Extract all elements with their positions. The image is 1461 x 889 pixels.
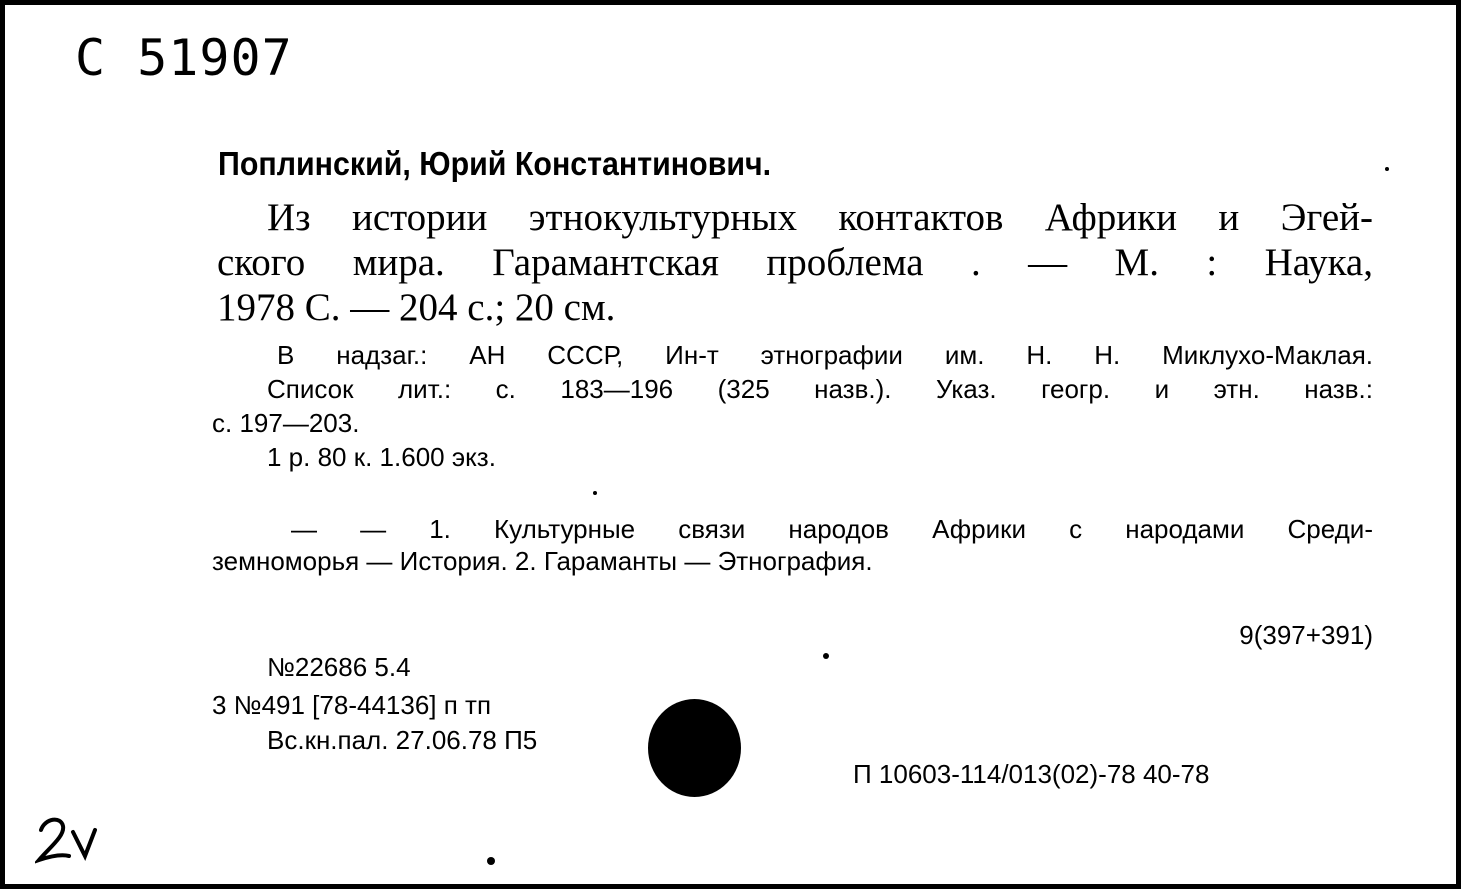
book-chamber-line: Вс.кн.пал. 27.06.78 П5 <box>267 725 538 755</box>
title-line-2: ского мира. Гарамантская проблема . — М. : Наука, <box>217 241 1373 284</box>
speck <box>1385 167 1389 171</box>
handwritten-number <box>35 810 105 870</box>
note-line-4: 1 р. 80 к. 1.600 экз. <box>267 442 496 472</box>
author-heading: Поплинский, Юрий Константинович. <box>218 145 772 182</box>
note-line-3: с. 197—203. <box>212 408 360 438</box>
subject-line-1: — — 1. Культурные связи народов Африки с народами Среди- <box>291 514 1373 544</box>
note-line-1: В надзаг.: АН СССР, Ин-т этнографии им. Н. Н. Миклухо-Маклая. <box>277 340 1373 370</box>
call-number: С 51907 <box>75 29 293 87</box>
punch-hole <box>648 699 741 797</box>
order-number: 3 №491 [78-44136] п тп <box>212 690 492 720</box>
publisher-code: П 10603-114/013(02)-78 40-78 <box>853 759 1210 789</box>
title-line-1: Из истории этнокультурных контактов Африки и Эгей- <box>267 196 1373 239</box>
title-line-3: 1978 С. — 204 с.; 20 см. <box>217 286 616 329</box>
note-line-2: Список лит.: с. 183—196 (325 назв.). Указ. геогр. и этн. назв.: <box>267 374 1373 404</box>
classification-index: 9(397+391) <box>1239 620 1373 650</box>
speck <box>593 491 597 495</box>
subject-line-2: земноморья — История. 2. Гараманты — Этнография. <box>212 546 873 576</box>
speck <box>487 857 495 865</box>
speck <box>823 653 829 659</box>
record-number: №22686 5.4 <box>267 652 411 682</box>
